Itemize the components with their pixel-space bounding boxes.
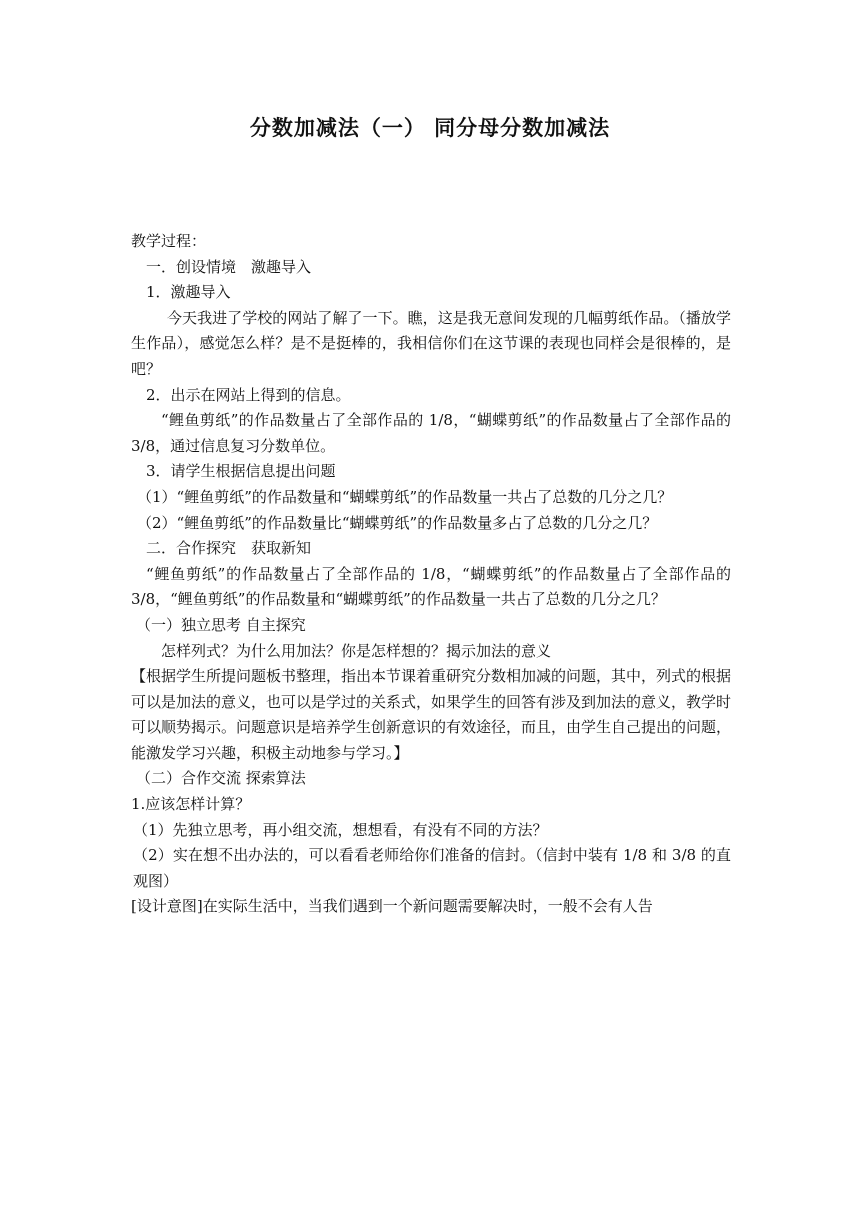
step-one-heading: （一）独立思考 自主探究 <box>136 615 306 634</box>
calc-step-1: （1）先独立思考，再小组交流，想想看，有没有不同的方法？ <box>133 820 548 839</box>
paragraph-problem: “鲤鱼剪纸”的作品数量占了全部作品的 1/8，“蝴蝶剪纸”的作品数量占了全部作品的 3/8，“鲤鱼剪纸”的作品数量和“蝴蝶剪纸”的作品数量一共占了总数的几分之几？ <box>131 564 731 609</box>
design-intent: [设计意图]在实际生活中，当我们遇到一个新问题需要解决时，一般不会有人告 <box>131 897 653 916</box>
step-one-questions: 怎样列式？为什么用加法？你是怎样想的？揭示加法的意义 <box>161 641 552 660</box>
calc-question: 1.应该怎样计算？ <box>131 795 251 814</box>
section-label-teaching-process: 教学过程： <box>131 232 207 250</box>
subheading-1: 1．激趣导入 <box>146 283 231 302</box>
heading-part-two: 二．合作探究 获取新知 <box>146 539 312 558</box>
question-2: （2）“鲤鱼剪纸”的作品数量比“蝴蝶剪纸”的作品数量多占了总数的几分之几？ <box>137 513 658 532</box>
document-body <box>131 229 731 920</box>
calc-step-2: （2）实在想不出办法的，可以看看老师给你们准备的信封。（信封中装有 1/8 和 3/8 的直观图） <box>133 846 731 890</box>
subheading-3: 3．请学生根据信息提出问题 <box>146 462 336 481</box>
subheading-2: 2．出示在网站上得到的信息。 <box>146 385 351 404</box>
heading-part-one: 一．创设情境 激趣导入 <box>146 257 312 276</box>
paragraph-info: “鲤鱼剪纸”的作品数量占了全部作品的 1/8，“蝴蝶剪纸”的作品数量占了全部作品的 3/8，通过信息复习分数单位。 <box>131 411 731 455</box>
question-1: （1）“鲤鱼剪纸”的作品数量和“蝴蝶剪纸”的作品数量一共占了总数的几分之几？ <box>137 487 673 506</box>
paragraph-intro: 今天我进了学校的网站了解了一下。瞧，这是我无意间发现的几幅剪纸作品。（播放学生作品），感觉怎么样？是不是挺棒的，我相信你们在这节课的表现也同样会是很棒的，是吧？ <box>131 308 731 378</box>
document-title: 分数加减法（一） 同分母分数加减法 <box>249 116 611 140</box>
design-note-bracketed: 【根据学生所提问题板书整理，指出本节课着重研究分数相加减的问题，其中，列式的根据可以是加法的意义，也可以是学过的关系式，如果学生的回答有涉及到加法的意义，教学时可以顺势揭示。问题意识是培养学生创新意识的有效途径，而且，由学生自己提出的问题，能激发学习兴趣，积极主动地参与学习。】 <box>131 667 732 762</box>
step-two-heading: （二）合作交流 探索算法 <box>136 769 306 788</box>
